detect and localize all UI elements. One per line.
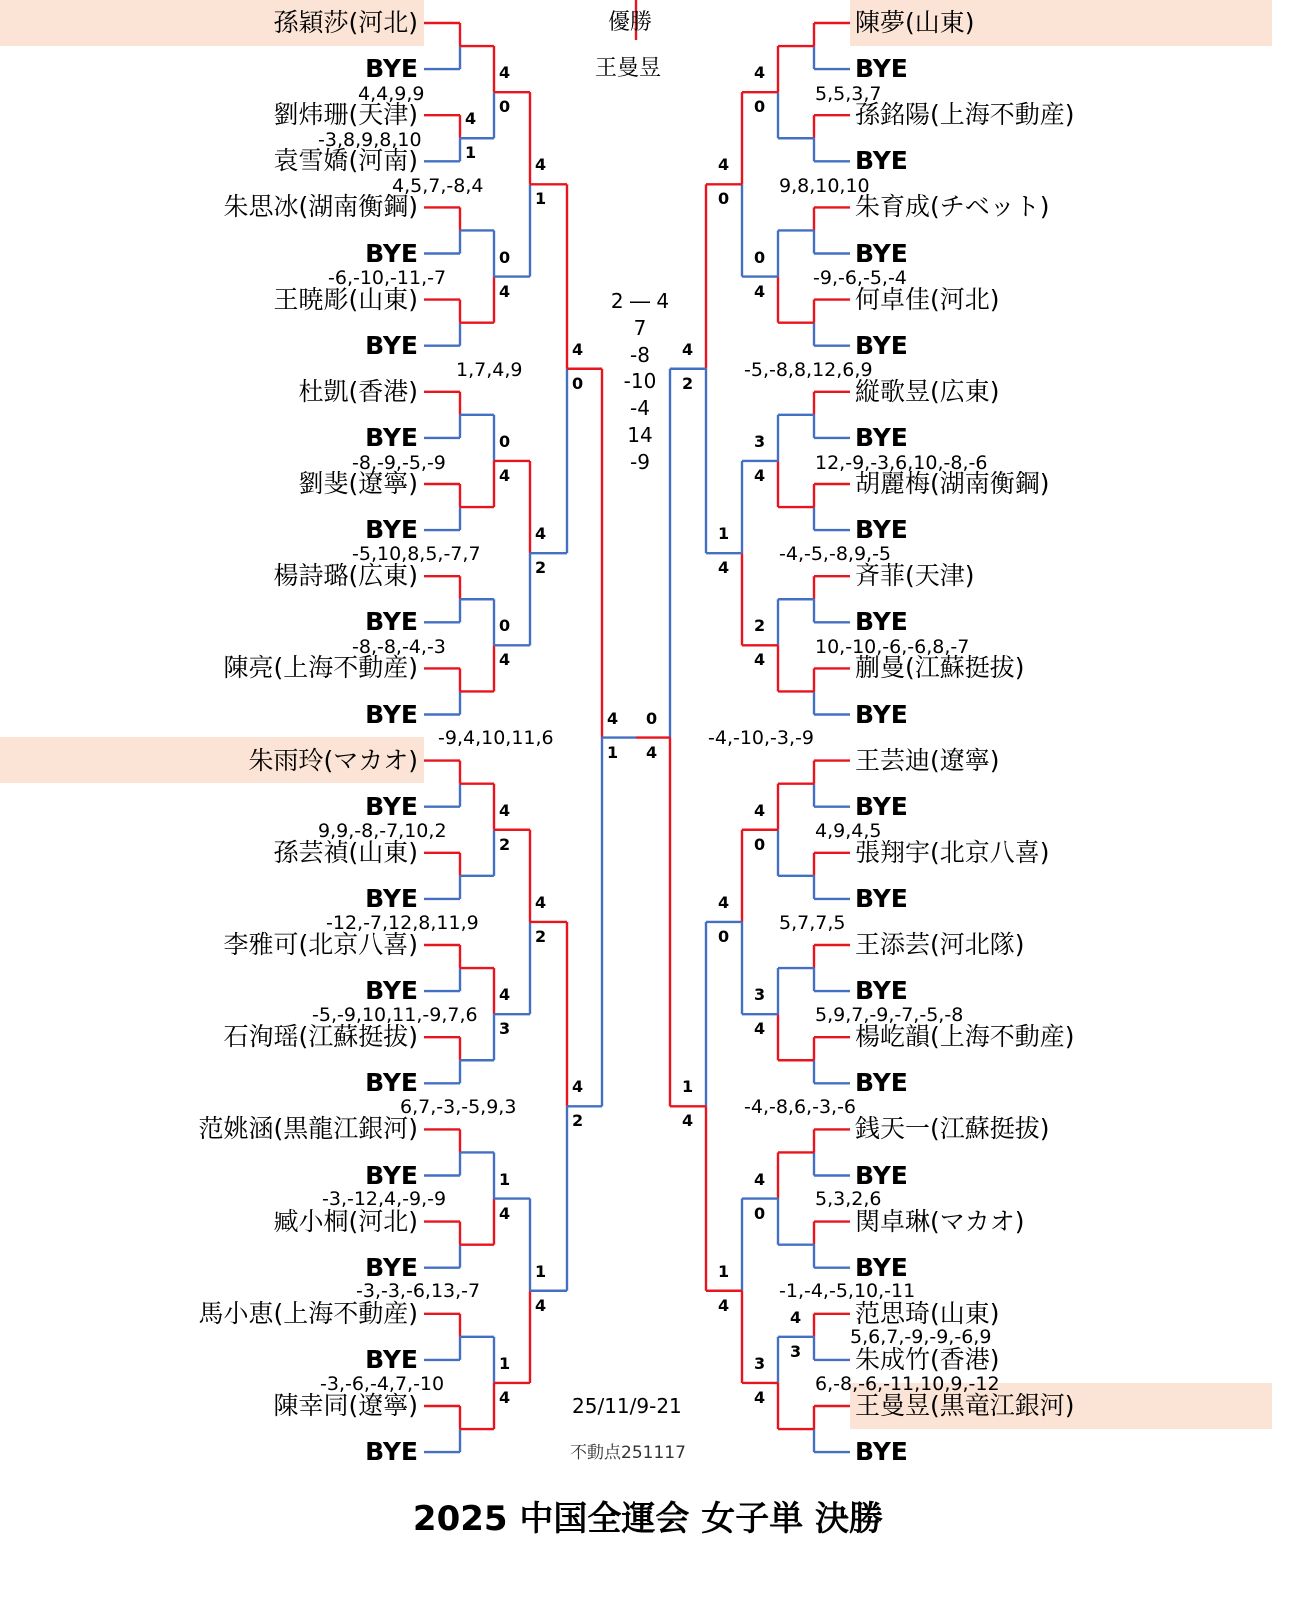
bye-slot: BYE (365, 1252, 418, 1282)
player-name: 陳亮(上海不動産) (223, 653, 418, 683)
set-details: 5,5,3,7 (815, 83, 882, 105)
match-score-top: 1 (499, 1169, 511, 1189)
match-score-top: 0 (754, 247, 766, 267)
player-name: 王暁彫(山東) (273, 284, 418, 314)
champion-name: 王曼昱 (595, 56, 662, 81)
player-name: 王芸迪(遼寧) (855, 745, 1000, 775)
bye-slot: BYE (365, 54, 418, 84)
page-title: 2025 中国全運会 女子単 決勝 (412, 1499, 884, 1539)
match-score-bottom: 0 (572, 373, 584, 393)
set-details: -9,4,10,11,6 (438, 727, 554, 749)
player-name: 劉炜珊(天津) (273, 100, 418, 130)
tournament-dates: 25/11/9-21 (572, 1394, 682, 1418)
player-name: 朱雨玲(マカオ) (248, 745, 418, 775)
final-set-score: 7 (633, 315, 647, 340)
match-score-top: 4 (572, 1077, 584, 1097)
player-name: 何卓佳(河北) (855, 284, 1000, 314)
match-score-bottom: 2 (682, 373, 694, 393)
match-score-top: 3 (754, 1353, 766, 1373)
match-score-top: 4 (682, 339, 694, 359)
bye-slot: BYE (855, 238, 908, 268)
match-score-top: 0 (499, 247, 511, 267)
player-name: 杜凱(香港) (298, 376, 418, 406)
bye-slot: BYE (365, 1437, 418, 1467)
match-score-top: 2 (754, 616, 766, 636)
set-details: -1,-4,-5,10,-11 (779, 1280, 916, 1302)
player-name: 臧小桐(河北) (273, 1206, 418, 1236)
player-name: 朱思冰(湖南衡鋼) (223, 192, 418, 222)
bye-slot: BYE (365, 976, 418, 1006)
match-score-top: 4 (607, 708, 619, 728)
player-name: 朱育成(チベット) (855, 192, 1050, 222)
match-score-top: 4 (790, 1307, 802, 1327)
bye-slot: BYE (855, 883, 908, 913)
match-score-bottom: 4 (499, 650, 511, 670)
match-score-top: 3 (754, 431, 766, 451)
bye-slot: BYE (855, 1437, 908, 1467)
set-details: -8,-9,-5,-9 (352, 452, 446, 474)
set-details: 4,5,7,-8,4 (392, 175, 484, 197)
final-set-score: -8 (630, 342, 650, 367)
set-details: -5,-8,8,12,6,9 (744, 359, 873, 381)
player-name: 王曼昱(黒竜江銀河) (855, 1391, 1075, 1420)
set-details: 4,9,4,5 (815, 820, 882, 842)
fixed-point-note: 不動点251117 (570, 1443, 686, 1463)
set-details: 6,-8,-6,-11,10,9,-12 (815, 1373, 1000, 1395)
final-set-scores (600, 288, 680, 476)
set-details: 1,7,4,9 (456, 359, 523, 381)
player-name: 銭天一(江蘇挺拔) (855, 1114, 1050, 1144)
player-name: 斉菲(天津) (855, 561, 975, 591)
bye-slot: BYE (365, 422, 418, 452)
set-details: 4,4,9,9 (358, 83, 425, 105)
champion-label: 優勝 (608, 10, 653, 35)
final-set-score: 14 (627, 422, 653, 447)
match-score-bottom: 0 (754, 97, 766, 117)
bye-slot: BYE (365, 791, 418, 821)
player-name: 楊詩璐(広東) (273, 561, 418, 591)
match-score-bottom: 2 (535, 926, 547, 946)
match-score-top: 4 (754, 63, 766, 83)
match-score-top: 0 (499, 616, 511, 636)
match-score-top: 4 (718, 892, 730, 912)
match-score-bottom: 3 (790, 1341, 802, 1361)
match-score-bottom: 0 (718, 926, 730, 946)
player-name: 陳幸同(遼寧) (273, 1391, 418, 1420)
match-score-top: 4 (499, 985, 511, 1005)
match-score-bottom: 4 (718, 1295, 730, 1315)
set-details: 5,9,7,-9,-7,-5,-8 (815, 1004, 964, 1026)
match-score-top: 0 (646, 708, 658, 728)
player-name: 縦歌昱(広東) (855, 376, 1000, 406)
match-score-bottom: 4 (754, 465, 766, 485)
player-name: 范思琦(山東) (855, 1298, 1000, 1328)
set-details: -9,-6,-5,-4 (813, 267, 907, 289)
player-name: 張翔宇(北京八喜) (855, 837, 1050, 867)
final-set-score: -9 (630, 449, 650, 474)
player-name: 范姚涵(黒龍江銀河) (198, 1114, 418, 1144)
bye-slot: BYE (855, 976, 908, 1006)
bye-slot: BYE (855, 1068, 908, 1098)
bye-slot: BYE (365, 1160, 418, 1190)
player-name: 陳夢(山東) (855, 8, 975, 37)
player-name: 楊屹韻(上海不動産) (855, 1022, 1075, 1052)
player-name: 孫穎莎(河北) (273, 8, 418, 37)
match-score-bottom: 4 (499, 1387, 511, 1407)
set-details: 12,-9,-3,6,10,-8,-6 (815, 452, 988, 474)
match-score-bottom: 4 (499, 465, 511, 485)
match-score-top: 4 (572, 339, 584, 359)
match-score-bottom: 2 (572, 1111, 584, 1131)
match-score-top: 1 (499, 1353, 511, 1373)
match-score-top: 4 (754, 1169, 766, 1189)
bye-slot: BYE (855, 607, 908, 637)
bye-slot: BYE (365, 515, 418, 545)
match-score-bottom: 4 (499, 1203, 511, 1223)
set-details: 9,9,-8,-7,10,2 (318, 820, 447, 842)
match-score-bottom: 0 (499, 97, 511, 117)
set-details: -5,-9,10,11,-9,7,6 (312, 1004, 478, 1026)
bye-slot: BYE (855, 422, 908, 452)
match-score-bottom: 2 (535, 558, 547, 578)
player-name: 石洵瑶(江蘇挺拔) (223, 1022, 418, 1052)
match-score-bottom: 1 (465, 143, 477, 163)
set-details: 5,7,7,5 (779, 912, 846, 934)
match-score-bottom: 4 (499, 281, 511, 301)
set-details: -3,-12,4,-9,-9 (322, 1188, 447, 1210)
match-score-bottom: 4 (682, 1111, 694, 1131)
set-details: 10,-10,-6,-6,8,-7 (815, 636, 970, 658)
player-name: 関卓琳(マカオ) (855, 1206, 1025, 1236)
bye-slot: BYE (365, 699, 418, 729)
match-score-top: 3 (754, 985, 766, 1005)
bye-slot: BYE (855, 54, 908, 84)
match-score-top: 4 (499, 63, 511, 83)
bye-slot: BYE (855, 1160, 908, 1190)
bye-slot: BYE (855, 515, 908, 545)
player-name: 袁雪嬌(河南) (273, 146, 418, 176)
match-score-top: 4 (499, 800, 511, 820)
set-details: -12,-7,12,8,11,9 (326, 912, 479, 934)
set-details: -3,-3,-6,13,-7 (356, 1280, 481, 1302)
final-set-score: 2 ― 4 (610, 289, 670, 313)
bye-slot: BYE (855, 699, 908, 729)
final-set-score: -4 (630, 396, 650, 421)
bye-slot: BYE (365, 238, 418, 268)
bye-slot: BYE (365, 607, 418, 637)
bye-slot: BYE (855, 1252, 908, 1282)
set-details: -8,-8,-4,-3 (352, 636, 446, 658)
match-score-bottom: 3 (499, 1019, 511, 1039)
bye-slot: BYE (365, 883, 418, 913)
set-details: -4,-5,-8,9,-5 (779, 543, 892, 565)
match-score-bottom: 1 (607, 742, 619, 762)
set-details: -3,-6,-4,7,-10 (320, 1373, 445, 1395)
player-name: 孫銘陽(上海不動産) (855, 100, 1075, 130)
player-name: 李雅可(北京八喜) (223, 930, 418, 959)
set-details: -4,-8,6,-3,-6 (744, 1096, 857, 1118)
match-score-top: 4 (535, 524, 547, 544)
player-name: 劉斐(遼寧) (298, 469, 418, 498)
match-score-top: 1 (682, 1077, 694, 1097)
match-score-bottom: 0 (754, 834, 766, 854)
bye-slot: BYE (855, 791, 908, 821)
match-score-bottom: 0 (754, 1203, 766, 1223)
player-name: 朱成竹(香港) (855, 1344, 1000, 1374)
match-score-top: 1 (718, 524, 730, 544)
player-name: 王添芸(河北隊) (855, 930, 1025, 959)
set-details: -6,-10,-11,-7 (328, 267, 447, 289)
match-score-top: 4 (465, 109, 477, 129)
set-details: -4,-10,-3,-9 (708, 727, 814, 749)
match-score-top: 0 (499, 431, 511, 451)
match-score-top: 4 (754, 800, 766, 820)
match-score-bottom: 2 (499, 834, 511, 854)
match-score-top: 1 (535, 1261, 547, 1281)
match-score-bottom: 4 (754, 1387, 766, 1407)
player-name: 孫芸禎(山東) (273, 837, 418, 867)
match-score-top: 1 (718, 1261, 730, 1281)
bye-slot: BYE (855, 330, 908, 360)
match-score-top: 4 (535, 892, 547, 912)
player-name: 馬小恵(上海不動産) (198, 1298, 418, 1328)
match-score-bottom: 4 (754, 1019, 766, 1039)
final-set-score: -10 (623, 369, 657, 394)
set-details: 5,3,2,6 (815, 1188, 882, 1210)
bye-slot: BYE (365, 330, 418, 360)
player-name: 胡麗梅(湖南衡鋼) (855, 469, 1050, 498)
match-score-bottom: 4 (754, 281, 766, 301)
set-details: -5,10,8,5,-7,7 (352, 543, 481, 565)
match-score-bottom: 4 (535, 1295, 547, 1315)
match-score-bottom: 0 (718, 189, 730, 209)
match-score-top: 4 (718, 155, 730, 175)
match-score-top: 4 (535, 155, 547, 175)
bye-slot: BYE (855, 146, 908, 176)
set-details: 9,8,10,10 (779, 175, 870, 197)
set-details: 5,6,7,-9,-9,-6,9 (850, 1326, 992, 1348)
set-details: 6,7,-3,-5,9,3 (400, 1096, 517, 1118)
player-name: 蒯曼(江蘇挺拔) (855, 653, 1025, 683)
bye-slot: BYE (365, 1344, 418, 1374)
match-score-bottom: 1 (535, 189, 547, 209)
match-score-bottom: 4 (718, 558, 730, 578)
bye-slot: BYE (365, 1068, 418, 1098)
match-score-bottom: 4 (754, 650, 766, 670)
match-score-bottom: 4 (646, 742, 658, 762)
set-details: -3,8,9,8,10 (318, 129, 422, 151)
